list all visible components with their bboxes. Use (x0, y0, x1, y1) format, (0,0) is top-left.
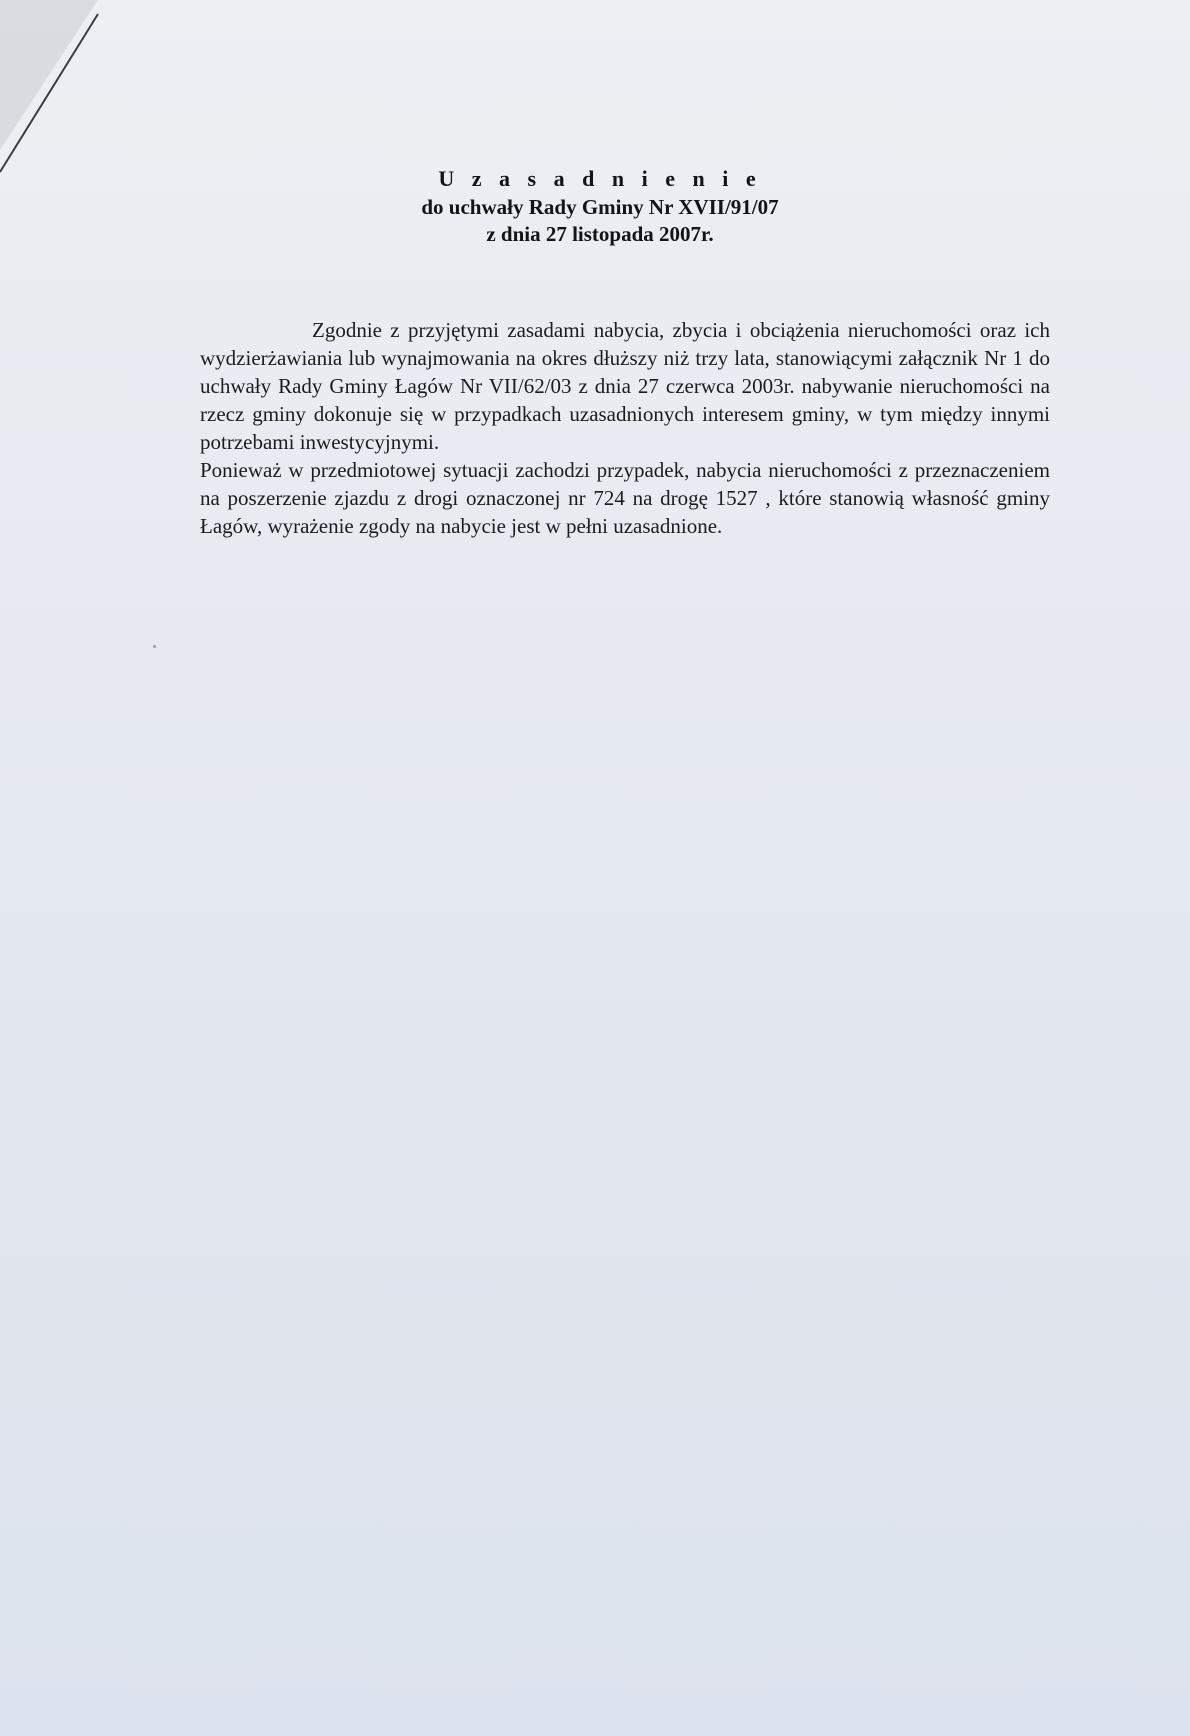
scan-speck (153, 645, 156, 648)
document-header (300, 164, 900, 248)
document-title: U z a s a d n i e n i e (438, 166, 762, 191)
resolution-date: z dnia 27 listopada 2007r. (486, 222, 714, 246)
paragraph-justification-rules: Zgodnie z przyjętymi zasadami nabycia, zbycia i obciążenia nieruchomości oraz ich wydzierżawiania lub wynajmowania na okres dłuższy niż trzy lata, stanowiącymi załącznik Nr 1 do uchwały Rady Gminy Łagów Nr VII/62/03 z dnia 27 czerwca 2003r. nabywanie nieruchomości na rzecz gminy dokonuje się w przypadkach uzasadnionych interesem gminy, w tym między innymi potrzebami inwestycyjnymi. (200, 318, 1050, 454)
resolution-reference: do uchwały Rady Gminy Nr XVII/91/07 (421, 195, 779, 219)
document-body (200, 316, 1050, 540)
paragraph-justification-case: Ponieważ w przedmiotowej sytuacji zachodzi przypadek, nabycia nieruchomości z przeznaczeniem na poszerzenie zjazdu z drogi oznaczonej nr 724 na drogę 1527 , które stanowią własność gminy Łagów, wyrażenie zgody na nabycie jest w pełni uzasadnione. (200, 458, 1050, 538)
